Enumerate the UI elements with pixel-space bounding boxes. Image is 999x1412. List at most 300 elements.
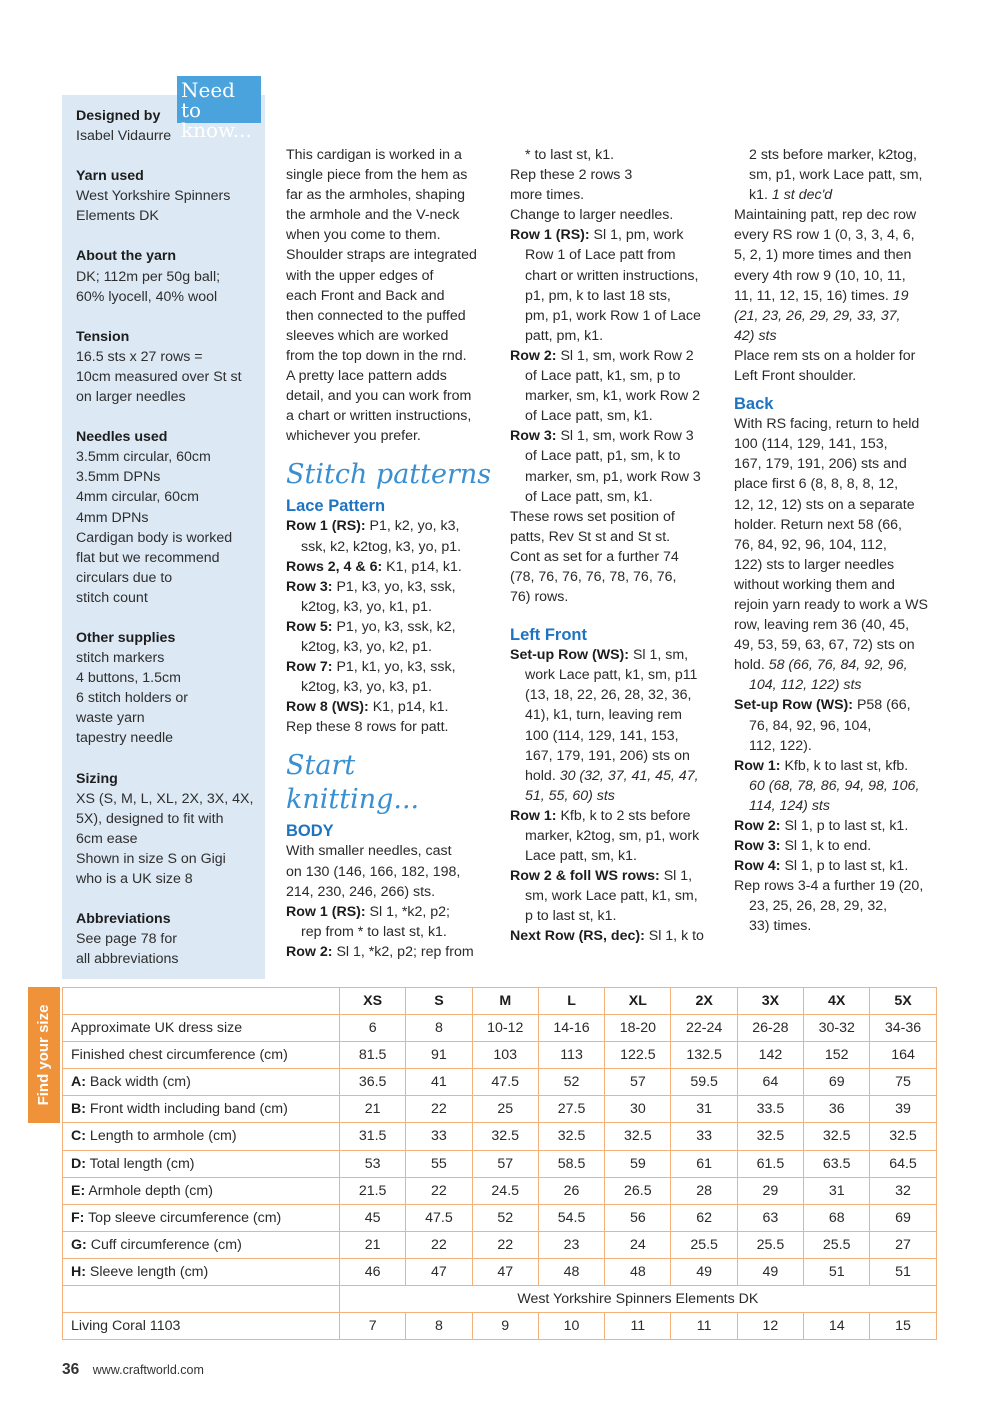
start-knitting-heading: Start knitting...: [286, 750, 420, 816]
table-cell: 48: [538, 1258, 604, 1285]
row-text: Sl 1,: [659, 868, 693, 885]
row-text: Sl 1, sm,: [629, 647, 689, 664]
table-cell: 31: [671, 1096, 737, 1123]
left-front-heading: Left Front: [510, 626, 587, 645]
table-cell: 22: [406, 1096, 472, 1123]
row-label: Row 8 (WS):: [286, 699, 369, 716]
row-text: Sl 1, sm, work Row 3: [556, 428, 694, 445]
table-cell: 57: [605, 1069, 671, 1096]
table-cell: 14: [804, 1313, 870, 1340]
table-cell: 24.5: [472, 1177, 538, 1204]
row-continuation: (13, 18, 22, 26, 28, 32, 36,: [525, 687, 692, 704]
back-heading: Back: [734, 395, 774, 414]
measurement-label: [63, 1096, 340, 1123]
measurement-label: [63, 1258, 340, 1285]
table-row: [63, 1042, 937, 1069]
table-cell: 55: [406, 1150, 472, 1177]
row-label: Row 2:: [286, 943, 333, 960]
table-cell: 56: [605, 1204, 671, 1231]
yarn-header-row: [63, 1286, 937, 1313]
set-line: 76) rows.: [510, 589, 569, 606]
measurement-letter: C:: [71, 1128, 86, 1145]
measurement-name: Length to armhole (cm): [85, 1128, 237, 1145]
table-row: [63, 1150, 937, 1177]
table-cell: 32.5: [737, 1123, 803, 1150]
row-text: 11, 11, 12, 15, 16) times.: [734, 287, 889, 304]
measurement-name: Front width including band (cm): [85, 1101, 288, 1118]
table-cell: 49: [671, 1258, 737, 1285]
measurement-name: Back width (cm): [85, 1074, 191, 1091]
stitch-count: 51, 55, 60) sts: [525, 787, 615, 804]
stitch-count: (21, 23, 26, 29, 29, 33, 37,: [734, 307, 901, 324]
lace-row: [286, 557, 496, 577]
table-cell: 91: [406, 1042, 472, 1069]
sidebar-line: Elements DK: [76, 208, 159, 225]
row-label: Set-up Row (WS):: [510, 647, 629, 664]
measurement-label: [63, 1177, 340, 1204]
table-cell: 8: [406, 1313, 472, 1340]
sidebar-heading: Needles used: [76, 429, 168, 446]
row-label: Row 2 & foll WS rows:: [510, 868, 660, 885]
back-line: row, leaving rem 36 (40, 45,: [734, 617, 910, 634]
table-cell: 22: [406, 1231, 472, 1258]
row-text: P1, yo, k3, ssk, k2,: [332, 618, 456, 635]
row-continuation: Lace patt, sm, k1.: [525, 848, 637, 865]
size-header-cell: XS: [340, 988, 406, 1015]
size-header-cell: 2X: [671, 988, 737, 1015]
row-continuation: marker, k2tog, sm, p1, work: [525, 828, 700, 844]
repeat-line: Rep these 2 rows 3: [510, 167, 633, 184]
table-cell: 23: [538, 1231, 604, 1258]
row-continuation: ssk, k2, k2tog, k3, yo, p1.: [301, 538, 462, 555]
sidebar-line: flat but we recommend: [76, 549, 220, 566]
row-text: P1, k2, yo, k3,: [365, 518, 460, 535]
sidebar-heading: Designed by: [76, 108, 161, 124]
set-line: patts, Rev St st and St st.: [510, 528, 671, 545]
stitch-count: 42) sts: [734, 327, 777, 344]
table-cell: 36.5: [340, 1069, 406, 1096]
measurement-label: [63, 1150, 340, 1177]
table-cell: 52: [538, 1069, 604, 1096]
sidebar-line: 4 buttons, 1.5cm: [76, 670, 181, 687]
back-line: With RS facing, return to held: [734, 416, 920, 433]
row-continuation: marker, sm, k1, work Row 2: [525, 388, 701, 405]
measurement-name: Sleeve length (cm): [85, 1263, 209, 1280]
size-header-cell: 5X: [870, 988, 936, 1015]
table-cell: 28: [671, 1177, 737, 1204]
measurement-label: [63, 1231, 340, 1258]
badge-line-2: know...: [181, 118, 252, 142]
body-line: 214, 230, 246, 266) sts.: [286, 883, 436, 900]
body-row: [510, 426, 720, 446]
measurement-letter: E:: [71, 1182, 86, 1199]
intro-line: This cardigan is worked in a: [286, 147, 462, 163]
maintain-line: every RS row 1 (0, 3, 3, 4, 6,: [734, 227, 915, 244]
place-line: Place rem sts on a holder for: [734, 347, 916, 364]
sidebar-line: who is a UK size 8: [76, 871, 193, 887]
table-cell: 25.5: [671, 1231, 737, 1258]
sidebar-section: [76, 769, 255, 890]
table-cell: 47: [472, 1258, 538, 1285]
row-continuation: p to last st, k1.: [525, 908, 617, 925]
set-line: These rows set position of: [510, 508, 675, 525]
row-label: Row 1:: [510, 807, 557, 824]
back-line: place first 6 (8, 8, 8, 8, 12,: [734, 476, 899, 493]
back-line: rejoin yarn ready to work a WS: [734, 596, 928, 613]
body-continuation: * to last st, k1.: [525, 147, 615, 163]
measurement-letter: H:: [71, 1263, 86, 1280]
front-row: [510, 866, 720, 886]
table-cell: 32.5: [605, 1123, 671, 1150]
table-cell: 164: [870, 1042, 936, 1069]
row-continuation: 2 sts before marker, k2tog,: [749, 147, 917, 163]
back-row: [734, 836, 949, 856]
row-text: hold.: [525, 767, 556, 784]
table-row: [63, 1123, 937, 1150]
back-line: 100 (114, 129, 141, 153,: [734, 436, 888, 453]
table-cell: 8: [406, 1015, 472, 1042]
table-cell: 32.5: [472, 1123, 538, 1150]
measurement-letter: G:: [71, 1236, 87, 1253]
table-cell: 21: [340, 1096, 406, 1123]
sidebar-line: 60% lyocell, 40% wool: [76, 288, 218, 305]
table-row: [63, 1069, 937, 1096]
badge-line-1: Need to: [181, 78, 235, 122]
row-text: hold.: [734, 657, 765, 674]
table-cell: 36: [804, 1096, 870, 1123]
table-cell: 30: [605, 1096, 671, 1123]
row-label: Next Row (RS, dec):: [510, 928, 645, 945]
row-continuation: marker, sm, p1, work Row 3: [525, 468, 701, 485]
row-label: Row 1 (RS):: [510, 227, 590, 244]
intro-line: then connected to the puffed: [286, 307, 466, 324]
row-text: Kfb, k to 2 sts before: [556, 807, 691, 824]
table-cell: 21.5: [340, 1177, 406, 1204]
table-cell: 29: [737, 1177, 803, 1204]
stitch-count: 1 st dec'd: [767, 187, 833, 204]
body-continued: [510, 145, 720, 607]
size-header-cell: S: [406, 988, 472, 1015]
table-cell: 33: [671, 1123, 737, 1150]
row-continuation: [734, 185, 949, 205]
stitch-count: 19: [888, 287, 909, 304]
size-header-cell: XL: [605, 988, 671, 1015]
table-cell: 61: [671, 1150, 737, 1177]
row-text: K1, p14, k1.: [368, 699, 449, 716]
page-footer: [62, 1360, 204, 1380]
intro-line: Shoulder straps are integrated: [286, 247, 477, 264]
maintain-line: [734, 286, 949, 306]
sidebar-line: 3.5mm circular, 60cm: [76, 449, 211, 466]
sidebar-heading: Yarn used: [76, 168, 144, 185]
measurement-name: Armhole depth (cm): [85, 1182, 213, 1199]
table-cell: 24: [605, 1231, 671, 1258]
table-cell: 26.5: [605, 1177, 671, 1204]
back-line: without working them and: [734, 576, 895, 593]
measurement-letter: D:: [71, 1155, 86, 1172]
size-header-blank: [63, 988, 340, 1015]
sidebar-line: tapestry needle: [76, 730, 174, 747]
set-line: (78, 76, 76, 76, 78, 76, 76,: [510, 568, 677, 585]
table-cell: 12: [737, 1313, 803, 1340]
lace-row: [286, 657, 496, 677]
sidebar-heading: Abbreviations: [76, 911, 171, 928]
yarn-quantity-row: [63, 1313, 937, 1340]
back-row: [734, 756, 949, 776]
back-row: [734, 856, 949, 876]
measurement-letter: A:: [71, 1074, 86, 1091]
back-line: 49, 53, 59, 63, 67, 72) sts on: [734, 637, 915, 654]
measurement-name: Finished chest circumference (cm): [71, 1047, 288, 1064]
row-text: Sl 1, pm, work: [589, 227, 684, 244]
place-line: Left Front shoulder.: [734, 368, 857, 385]
sidebar-line: Cardigan body is worked: [76, 529, 233, 546]
repeat-line: more times.: [510, 187, 585, 204]
table-cell: 69: [870, 1204, 936, 1231]
table-cell: 53: [340, 1150, 406, 1177]
table-cell: 32: [870, 1177, 936, 1204]
body-row: [286, 902, 496, 922]
row-text: Sl 1, *k2, p2; rep from: [332, 943, 474, 960]
table-cell: 47.5: [406, 1204, 472, 1231]
row-text: Sl 1, k to end.: [780, 838, 872, 855]
back-line: 76, 84, 92, 96, 104, 112,: [734, 536, 887, 553]
row-label: Rows 2, 4 & 6:: [286, 558, 383, 575]
table-cell: 69: [804, 1069, 870, 1096]
table-cell: 75: [870, 1069, 936, 1096]
row-continuation: 23, 25, 26, 28, 29, 32,: [749, 898, 888, 915]
table-cell: 18-20: [605, 1015, 671, 1042]
table-cell: 52: [472, 1204, 538, 1231]
row-text: K1, p14, k1.: [382, 558, 462, 575]
intro-line: sleeves which are worked: [286, 327, 449, 344]
row-label: Row 3:: [510, 428, 557, 445]
row-continuation: of Lace patt, sm, k1.: [525, 408, 653, 425]
table-cell: 27.5: [538, 1096, 604, 1123]
sidebar-heading: Sizing: [76, 770, 118, 787]
row-label: Row 1 (RS):: [286, 518, 366, 535]
table-cell: 47.5: [472, 1069, 538, 1096]
sidebar-heading: Other supplies: [76, 629, 176, 646]
row-label: Row 3:: [286, 578, 333, 595]
row-continuation: sm, work Lace patt, k1, sm,: [525, 888, 698, 905]
row-text: Sl 1, k to: [644, 928, 704, 945]
sidebar-section: [76, 327, 255, 407]
sidebar-line: 5X), designed to fit with: [76, 810, 224, 827]
table-row: [63, 1204, 937, 1231]
intro-line: whichever you prefer.: [286, 428, 421, 445]
yarn-header: West Yorkshire Spinners Elements DK: [340, 1286, 937, 1313]
sidebar-line: 3.5mm DPNs: [76, 469, 161, 486]
stitch-count: 58 (66, 76, 84, 92, 96,: [764, 657, 908, 674]
row-continuation: 33) times.: [749, 918, 812, 935]
back-line: 167, 179, 191, 206) sts and: [734, 456, 907, 473]
table-cell: 64: [737, 1069, 803, 1096]
sidebar-line: West Yorkshire Spinners: [76, 188, 231, 205]
table-cell: 59.5: [671, 1069, 737, 1096]
row-label: Row 5:: [286, 618, 333, 635]
row-continuation: 100 (114, 129, 141, 153,: [525, 727, 679, 744]
sidebar-line: XS (S, M, L, XL, 2X, 3X, 4X,: [76, 790, 254, 807]
lace-pattern-rows: [286, 516, 496, 717]
table-cell: 7: [340, 1313, 406, 1340]
back-line: 12, 12, 12) sts on a separate: [734, 496, 915, 513]
sidebar-line: all abbreviations: [76, 951, 179, 968]
table-cell: 32.5: [804, 1123, 870, 1150]
sidebar-section: [76, 246, 255, 306]
page-number: 36: [62, 1361, 80, 1378]
table-cell: 22: [406, 1177, 472, 1204]
sidebar-section: [76, 427, 255, 608]
table-cell: 22-24: [671, 1015, 737, 1042]
website-url: www.craftworld.com: [92, 1363, 204, 1377]
lace-row: [286, 577, 496, 597]
row-continuation: k2tog, k3, yo, k3, p1.: [301, 679, 432, 696]
yarn-shade-label: Living Coral 1103: [63, 1313, 340, 1340]
sidebar-line: 4mm circular, 60cm: [76, 489, 199, 506]
stitch-count: 60 (68, 78, 86, 94, 98, 106,: [749, 777, 920, 794]
row-text: P1, k1, yo, k3, ssk,: [332, 659, 456, 676]
sidebar-line: 6cm ease: [76, 830, 138, 847]
table-cell: 9: [472, 1313, 538, 1340]
table-cell: 142: [737, 1042, 803, 1069]
repeat-line: Change to larger needles.: [510, 207, 674, 224]
stitch-patterns-heading: Stitch patterns: [286, 459, 492, 491]
lace-row: [286, 697, 496, 717]
size-table: [62, 987, 937, 1340]
row-label: Row 4:: [734, 858, 781, 875]
measurement-name: Cuff circumference (cm): [86, 1236, 242, 1253]
row-continuation: 112, 122).: [749, 737, 812, 754]
table-row: [63, 1231, 937, 1258]
column-1: [286, 145, 496, 962]
maintain-line: every 4th row 9 (10, 10, 11,: [734, 267, 906, 284]
row-continuation: [510, 766, 720, 786]
table-cell: 33: [406, 1123, 472, 1150]
row-continuation: rep from * to last st, k1.: [301, 923, 447, 940]
table-cell: 54.5: [538, 1204, 604, 1231]
table-cell: 25: [472, 1096, 538, 1123]
table-cell: 64.5: [870, 1150, 936, 1177]
body-line: on 130 (146, 166, 182, 198,: [286, 863, 461, 880]
set-line: Cont as set for a further 74: [510, 548, 679, 565]
sidebar-line: DK; 112m per 50g ball;: [76, 268, 221, 285]
row-continuation: pm, p1, work Row 1 of Lace: [525, 307, 701, 324]
row-continuation: 167, 179, 191, 206) sts on: [525, 747, 690, 764]
front-row: [510, 926, 720, 946]
lace-row: [286, 617, 496, 637]
back-line: 122) sts to larger needles: [734, 556, 895, 573]
measurement-letter: B:: [71, 1101, 86, 1118]
need-to-know-sidebar: [62, 95, 265, 979]
table-cell: 46: [340, 1258, 406, 1285]
sidebar-line: See page 78 for: [76, 931, 177, 948]
table-cell: 25.5: [737, 1231, 803, 1258]
table-cell: 45: [340, 1204, 406, 1231]
sidebar-heading: Tension: [76, 328, 130, 345]
row-continuation: of Lace patt, k1, sm, p to: [525, 368, 681, 385]
table-cell: 57: [472, 1150, 538, 1177]
row-text: k1.: [749, 187, 768, 204]
table-cell: 63: [737, 1204, 803, 1231]
table-cell: 27: [870, 1231, 936, 1258]
sidebar-section: [76, 628, 255, 749]
row-text: Kfb, k to last st, kfb.: [780, 757, 909, 774]
lace-row: [286, 516, 496, 536]
row-continuation: of Lace patt, p1, sm, k to: [525, 448, 681, 465]
row-continuation: Row 1 of Lace patt from: [525, 247, 676, 264]
sidebar-heading: About the yarn: [76, 248, 177, 265]
yarn-header-blank: [63, 1286, 340, 1313]
row-label: Row 7:: [286, 659, 333, 676]
row-continuation: sm, p1, work Lace patt, sm,: [749, 167, 923, 184]
column-3: [734, 145, 949, 937]
table-cell: 113: [538, 1042, 604, 1069]
row-continuation: work Lace patt, k1, sm, p11: [525, 667, 698, 684]
sidebar-line: 6 stitch holders or: [76, 690, 188, 707]
row-text: Sl 1, p to last st, k1.: [780, 818, 909, 834]
sidebar-line: Isabel Vidaurre: [76, 128, 172, 145]
row-label: Row 2:: [510, 347, 557, 364]
table-cell: 31: [804, 1177, 870, 1204]
table-cell: 49: [737, 1258, 803, 1285]
intro-line: from the top down in the rnd.: [286, 347, 467, 364]
row-continuation: chart or written instructions,: [525, 267, 699, 284]
table-cell: 81.5: [340, 1042, 406, 1069]
table-cell: 68: [804, 1204, 870, 1231]
measurement-letter: F:: [71, 1209, 85, 1226]
table-cell: 33.5: [737, 1096, 803, 1123]
row-continuation: patt, pm, k1.: [525, 327, 604, 344]
stitch-count: 30 (32, 37, 41, 45, 47,: [555, 767, 699, 784]
table-cell: 32.5: [538, 1123, 604, 1150]
row-text: P1, k3, yo, k3, ssk,: [332, 578, 456, 595]
intro-line: A pretty lace pattern adds: [286, 368, 447, 385]
stitch-count: 104, 112, 122) sts: [749, 677, 862, 694]
table-row: [63, 1096, 937, 1123]
body-heading: BODY: [286, 822, 334, 841]
row-continuation: 41), k1, turn, leaving rem: [525, 707, 682, 724]
row-label: Row 2:: [734, 818, 781, 834]
column-2: [510, 145, 720, 947]
back-line: [734, 655, 949, 675]
intro-line: the armhole and the V-neck: [286, 207, 460, 224]
stitch-count: 114, 124) sts: [749, 797, 830, 814]
table-cell: 10-12: [472, 1015, 538, 1042]
measurement-label: [63, 1123, 340, 1150]
sidebar-line: Shown in size S on Gigi: [76, 850, 226, 867]
sidebar-line: stitch markers: [76, 650, 165, 667]
left-front-instructions: [510, 645, 720, 946]
table-cell: 15: [870, 1313, 936, 1340]
sidebar-section: [76, 166, 255, 226]
table-cell: 132.5: [671, 1042, 737, 1069]
sidebar-line: waste yarn: [76, 710, 145, 727]
measurement-label: [63, 1015, 340, 1042]
table-cell: 51: [804, 1258, 870, 1285]
back-line: holder. Return next 58 (66,: [734, 516, 902, 533]
size-header-cell: 4X: [804, 988, 870, 1015]
maintain-line: Maintaining patt, rep dec row: [734, 207, 917, 224]
table-row: [63, 1258, 937, 1285]
intro-line: when you come to them.: [286, 227, 441, 244]
table-cell: 122.5: [605, 1042, 671, 1069]
find-your-size-label: Find your size: [34, 1004, 52, 1106]
intro-line: single piece from the hem as: [286, 167, 468, 184]
table-cell: 30-32: [804, 1015, 870, 1042]
table-cell: 22: [472, 1231, 538, 1258]
sidebar-line: 16.5 sts x 27 rows =: [76, 348, 203, 365]
